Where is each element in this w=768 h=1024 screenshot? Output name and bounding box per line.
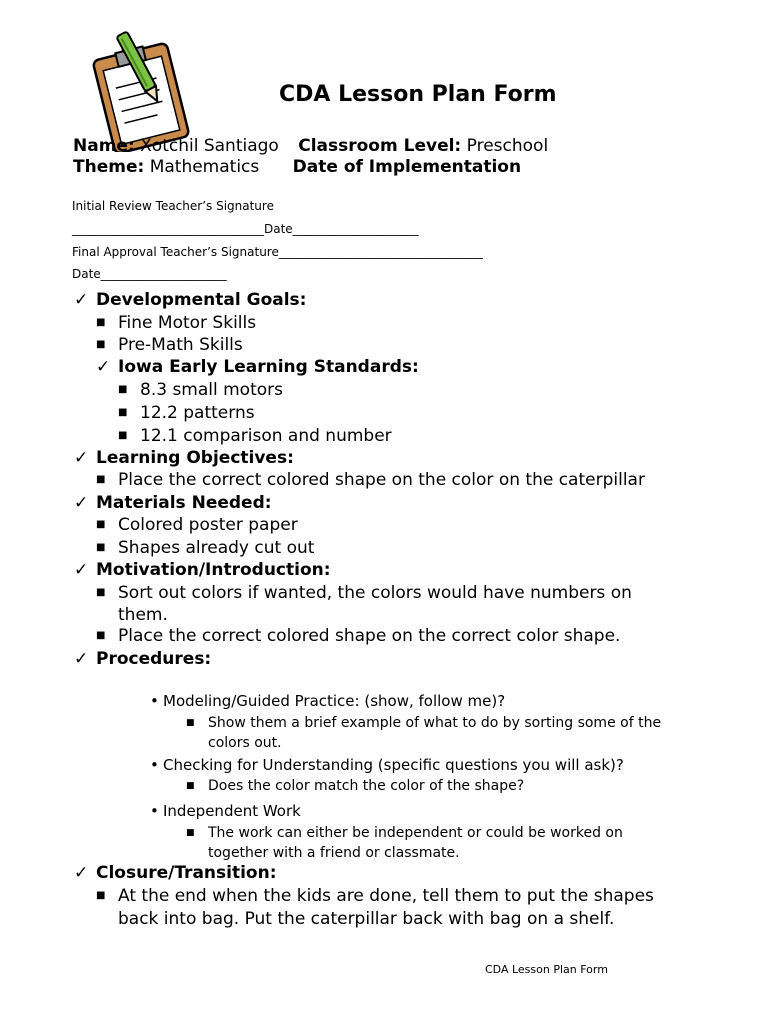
square-bullet-icon: ■ <box>96 519 106 530</box>
materials-needed-heading: ✓ Materials Needed: <box>74 493 272 513</box>
list-item-continuation: colors out. <box>208 735 282 751</box>
bullet-icon: • <box>150 756 159 774</box>
list-item: ■ Place the correct colored shape on the correct color shape. <box>96 626 621 646</box>
page-title: CDA Lesson Plan Form <box>279 82 557 107</box>
classroom-value: Preschool <box>466 136 549 156</box>
list-item: ■ Fine Motor Skills <box>96 313 257 333</box>
square-bullet-icon: ■ <box>186 828 195 838</box>
modeling-guided-practice-heading: • Modeling/Guided Practice: (show, follow me)? <box>150 692 506 710</box>
square-bullet-icon: ■ <box>96 630 106 641</box>
checkmark-icon: ✓ <box>74 863 89 883</box>
list-item: ■ 12.1 comparison and number <box>118 426 392 446</box>
checkmark-icon: ✓ <box>74 448 89 468</box>
square-bullet-icon: ■ <box>118 384 128 395</box>
list-item: ■ Sort out colors if wanted, the colors would have numbers on <box>96 583 632 603</box>
square-bullet-icon: ■ <box>186 718 195 728</box>
name-label: Name: <box>73 136 135 156</box>
checking-understanding-heading: • Checking for Understanding (specific questions you will ask)? <box>150 756 624 774</box>
square-bullet-icon: ■ <box>96 339 106 350</box>
square-bullet-icon: ■ <box>96 474 106 485</box>
clipboard-pen-logo-icon <box>86 30 198 152</box>
checkmark-icon: ✓ <box>74 560 89 580</box>
initial-review-signature-line: ________________________________Date_____________________ <box>72 222 419 236</box>
square-bullet-icon: ■ <box>96 542 106 553</box>
procedures-heading: ✓ Procedures: <box>74 649 212 669</box>
square-bullet-icon: ■ <box>118 407 128 418</box>
name-classroom-line <box>73 136 548 156</box>
classroom-label: Classroom Level: <box>298 136 462 156</box>
developmental-goals-heading: ✓ Developmental Goals: <box>74 290 307 310</box>
list-item: ■ Shapes already cut out <box>96 538 315 558</box>
theme-date-line <box>73 157 521 177</box>
theme-label: Theme: <box>73 157 145 177</box>
list-item: ■ Place the correct colored shape on the color on the caterpillar <box>96 470 645 490</box>
date-implementation-label: Date of Implementation <box>292 157 522 177</box>
list-item: ■ Pre-Math Skills <box>96 335 243 355</box>
list-item: ■ Colored poster paper <box>96 515 298 535</box>
name-value: Xotchil Santiago <box>140 136 279 156</box>
theme-value: Mathematics <box>149 157 260 177</box>
page-footer: CDA Lesson Plan Form <box>485 963 608 976</box>
list-item-continuation: them. <box>118 605 168 625</box>
iowa-standards-heading: ✓ Iowa Early Learning Standards: <box>96 357 419 377</box>
checkmark-icon: ✓ <box>96 357 111 377</box>
bullet-icon: • <box>150 692 159 710</box>
final-approval-date-line: Date_____________________ <box>72 267 227 281</box>
independent-work-heading: • Independent Work <box>150 802 301 820</box>
motivation-introduction-heading: ✓ Motivation/Introduction: <box>74 560 331 580</box>
learning-objectives-heading: ✓ Learning Objectives: <box>74 448 294 468</box>
checkmark-icon: ✓ <box>74 290 89 310</box>
list-item: ■ 8.3 small motors <box>118 380 283 400</box>
list-item-continuation: together with a friend or classmate. <box>208 845 460 861</box>
bullet-icon: • <box>150 802 159 820</box>
square-bullet-icon: ■ <box>96 317 106 328</box>
checkmark-icon: ✓ <box>74 493 89 513</box>
list-item-continuation: back into bag. Put the caterpillar back with bag on a shelf. <box>118 909 615 929</box>
list-item: ■ Does the color match the color of the shape? <box>186 778 525 794</box>
list-item: ■ At the end when the kids are done, tell them to put the shapes <box>96 886 654 906</box>
list-item: ■ 12.2 patterns <box>118 403 255 423</box>
square-bullet-icon: ■ <box>186 781 195 791</box>
square-bullet-icon: ■ <box>118 430 128 441</box>
closure-transition-heading: ✓ Closure/Transition: <box>74 863 277 883</box>
final-approval-signature-line: Final Approval Teacher’s Signature__________________________________ <box>72 245 483 259</box>
list-item: ■ Show them a brief example of what to do by sorting some of the <box>186 715 662 731</box>
initial-review-signature-label: Initial Review Teacher’s Signature <box>72 199 274 213</box>
square-bullet-icon: ■ <box>96 587 106 598</box>
checkmark-icon: ✓ <box>74 649 89 669</box>
square-bullet-icon: ■ <box>96 890 106 901</box>
list-item: ■ The work can either be independent or could be worked on <box>186 825 623 841</box>
